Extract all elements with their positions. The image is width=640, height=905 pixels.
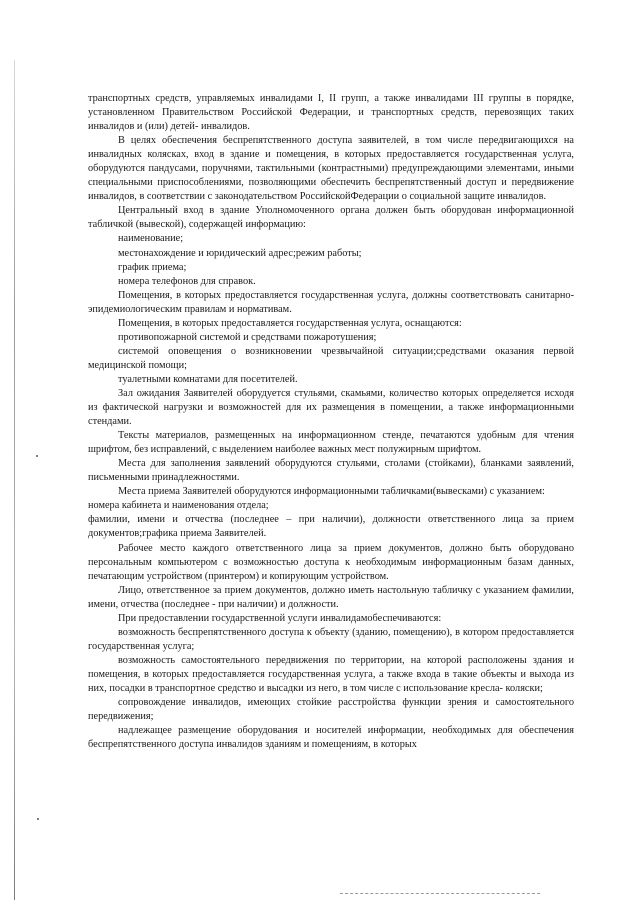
scan-speck (37, 818, 39, 820)
list-item-movement: возможность самостоятельного передвижения по территории, на которой расположены здания и помещения, в которых предоставляется государственная услуга, а также входа в такие объекты и выхода из них, посадки в транспортное средство и высадки из него, в том числе с использование кресла- коляски; (88, 654, 574, 694)
list-item-escort: сопровождение инвалидов, имеющих стойкие расстройства функции зрения и самостоятельного передвижения; (88, 697, 574, 723)
paragraph-forms-places: Места для заполнения заявлений оборудуются стульями, столами (стойками), бланками заявлений, письменными принадлежностями. (88, 458, 574, 484)
paragraph-intro-continuation: транспортных средств, управляемых инвалидами I, II групп, а также инвалидами III группы в порядке, установленном Правительством Российской Федерации, и транспортных средств, перевозящих таких инвалидов и (или) детей- инвалидов. (88, 93, 574, 133)
paragraph-sanitary: Помещения, в которых предоставляется государственная услуга, должны соответствовать санитарно-эпидемиологическим правилам и нормативам. (88, 289, 574, 315)
paragraph-accessibility-entrance: В целях обеспечения беспрепятственного доступа заявителей, в том числе передвигающихся на инвалидных колясках, вход в здание и помещения, в которых предоставляется государственная услуга, оборудуются пандусами, поручнями, тактильными (контрастными) предупреждающими элементами, иными специальными приспособлениями, позволяющими обеспечить беспрепятственный доступ и передвижение инвалидов, в соответствии с законодательством РоссийскойФедерации о социальной защите инвалидов. (88, 135, 574, 203)
list-item-fire-system: противопожарной системой и средствами пожаротушения; (118, 331, 377, 343)
list-item-name: наименование; (118, 233, 184, 245)
list-item-emergency: системой оповещения о возникновении чрезвычайной ситуации;средствами оказания первой медицинской помощи; (88, 345, 574, 371)
paragraph-disabled-provision: При предоставлении государственной услуги инвалидамобеспечиваются: (118, 612, 442, 624)
document-page (88, 92, 574, 752)
paragraph-central-entrance: Центральный вход в здание Уполномоченного органа должен быть оборудован информационной табличкой (вывеской), содержащей информацию: (88, 205, 574, 231)
scan-speck (36, 455, 38, 457)
scan-left-edge (14, 60, 15, 900)
paragraph-stand-texts: Тексты материалов, размещенных на информационном стенде, печатаются удобным для чтения шрифтом, без исправлений, с выделением наиболее важных мест полужирным шрифтом. (88, 430, 574, 456)
list-item-address: местонахождение и юридический адрес;режим работы; (118, 247, 362, 259)
paragraph-equipment: Помещения, в которых предоставляется государственная услуга, оснащаются: (118, 317, 462, 329)
list-item-responsible: фамилии, имени и отчества (последнее – при наличии), должности ответственного лица за прием документов;графика приема Заявителей. (88, 514, 574, 540)
paragraph-workplace: Рабочее место каждого ответственного лица за прием документов, должно быть оборудовано персональным компьютером с возможностью доступа к необходимым информационным базам данных, печатающим устройством (принтером) и копирующим устройством. (88, 542, 574, 582)
paragraph-nameplate: Лицо, ответственное за прием документов, должно иметь настольную табличку с указанием фамилии, имени, отчества (последнее - при наличии) и должности. (88, 584, 574, 610)
paragraph-waiting-hall: Зал ожидания Заявителей оборудуется стульями, скамьями, количество которых определяется исходя из фактической нагрузки и возможностей для их размещения в помещении, а также информационными стендами. (88, 387, 574, 428)
list-item-access: возможность беспрепятственного доступа к объекту (зданию, помещению), в котором предоставляется государственная услуга; (88, 626, 574, 652)
list-item-placement: надлежащее размещение оборудования и носителей информации, необходимых для обеспечения беспрепятственного доступа инвалидов зданиям и помещениям, в которых (88, 725, 574, 751)
list-item-phones: номера телефонов для справок. (118, 275, 256, 287)
scan-bottom-line (340, 893, 540, 895)
list-item-toilets: туалетными комнатами для посетителей. (118, 373, 298, 385)
paragraph-reception-places: Места приема Заявителей оборудуются информационными табличками(вывесками) с указанием: (118, 486, 545, 498)
list-item-schedule: график приема; (118, 261, 187, 273)
list-item-cabinet: номера кабинета и наименования отдела; (88, 500, 269, 512)
